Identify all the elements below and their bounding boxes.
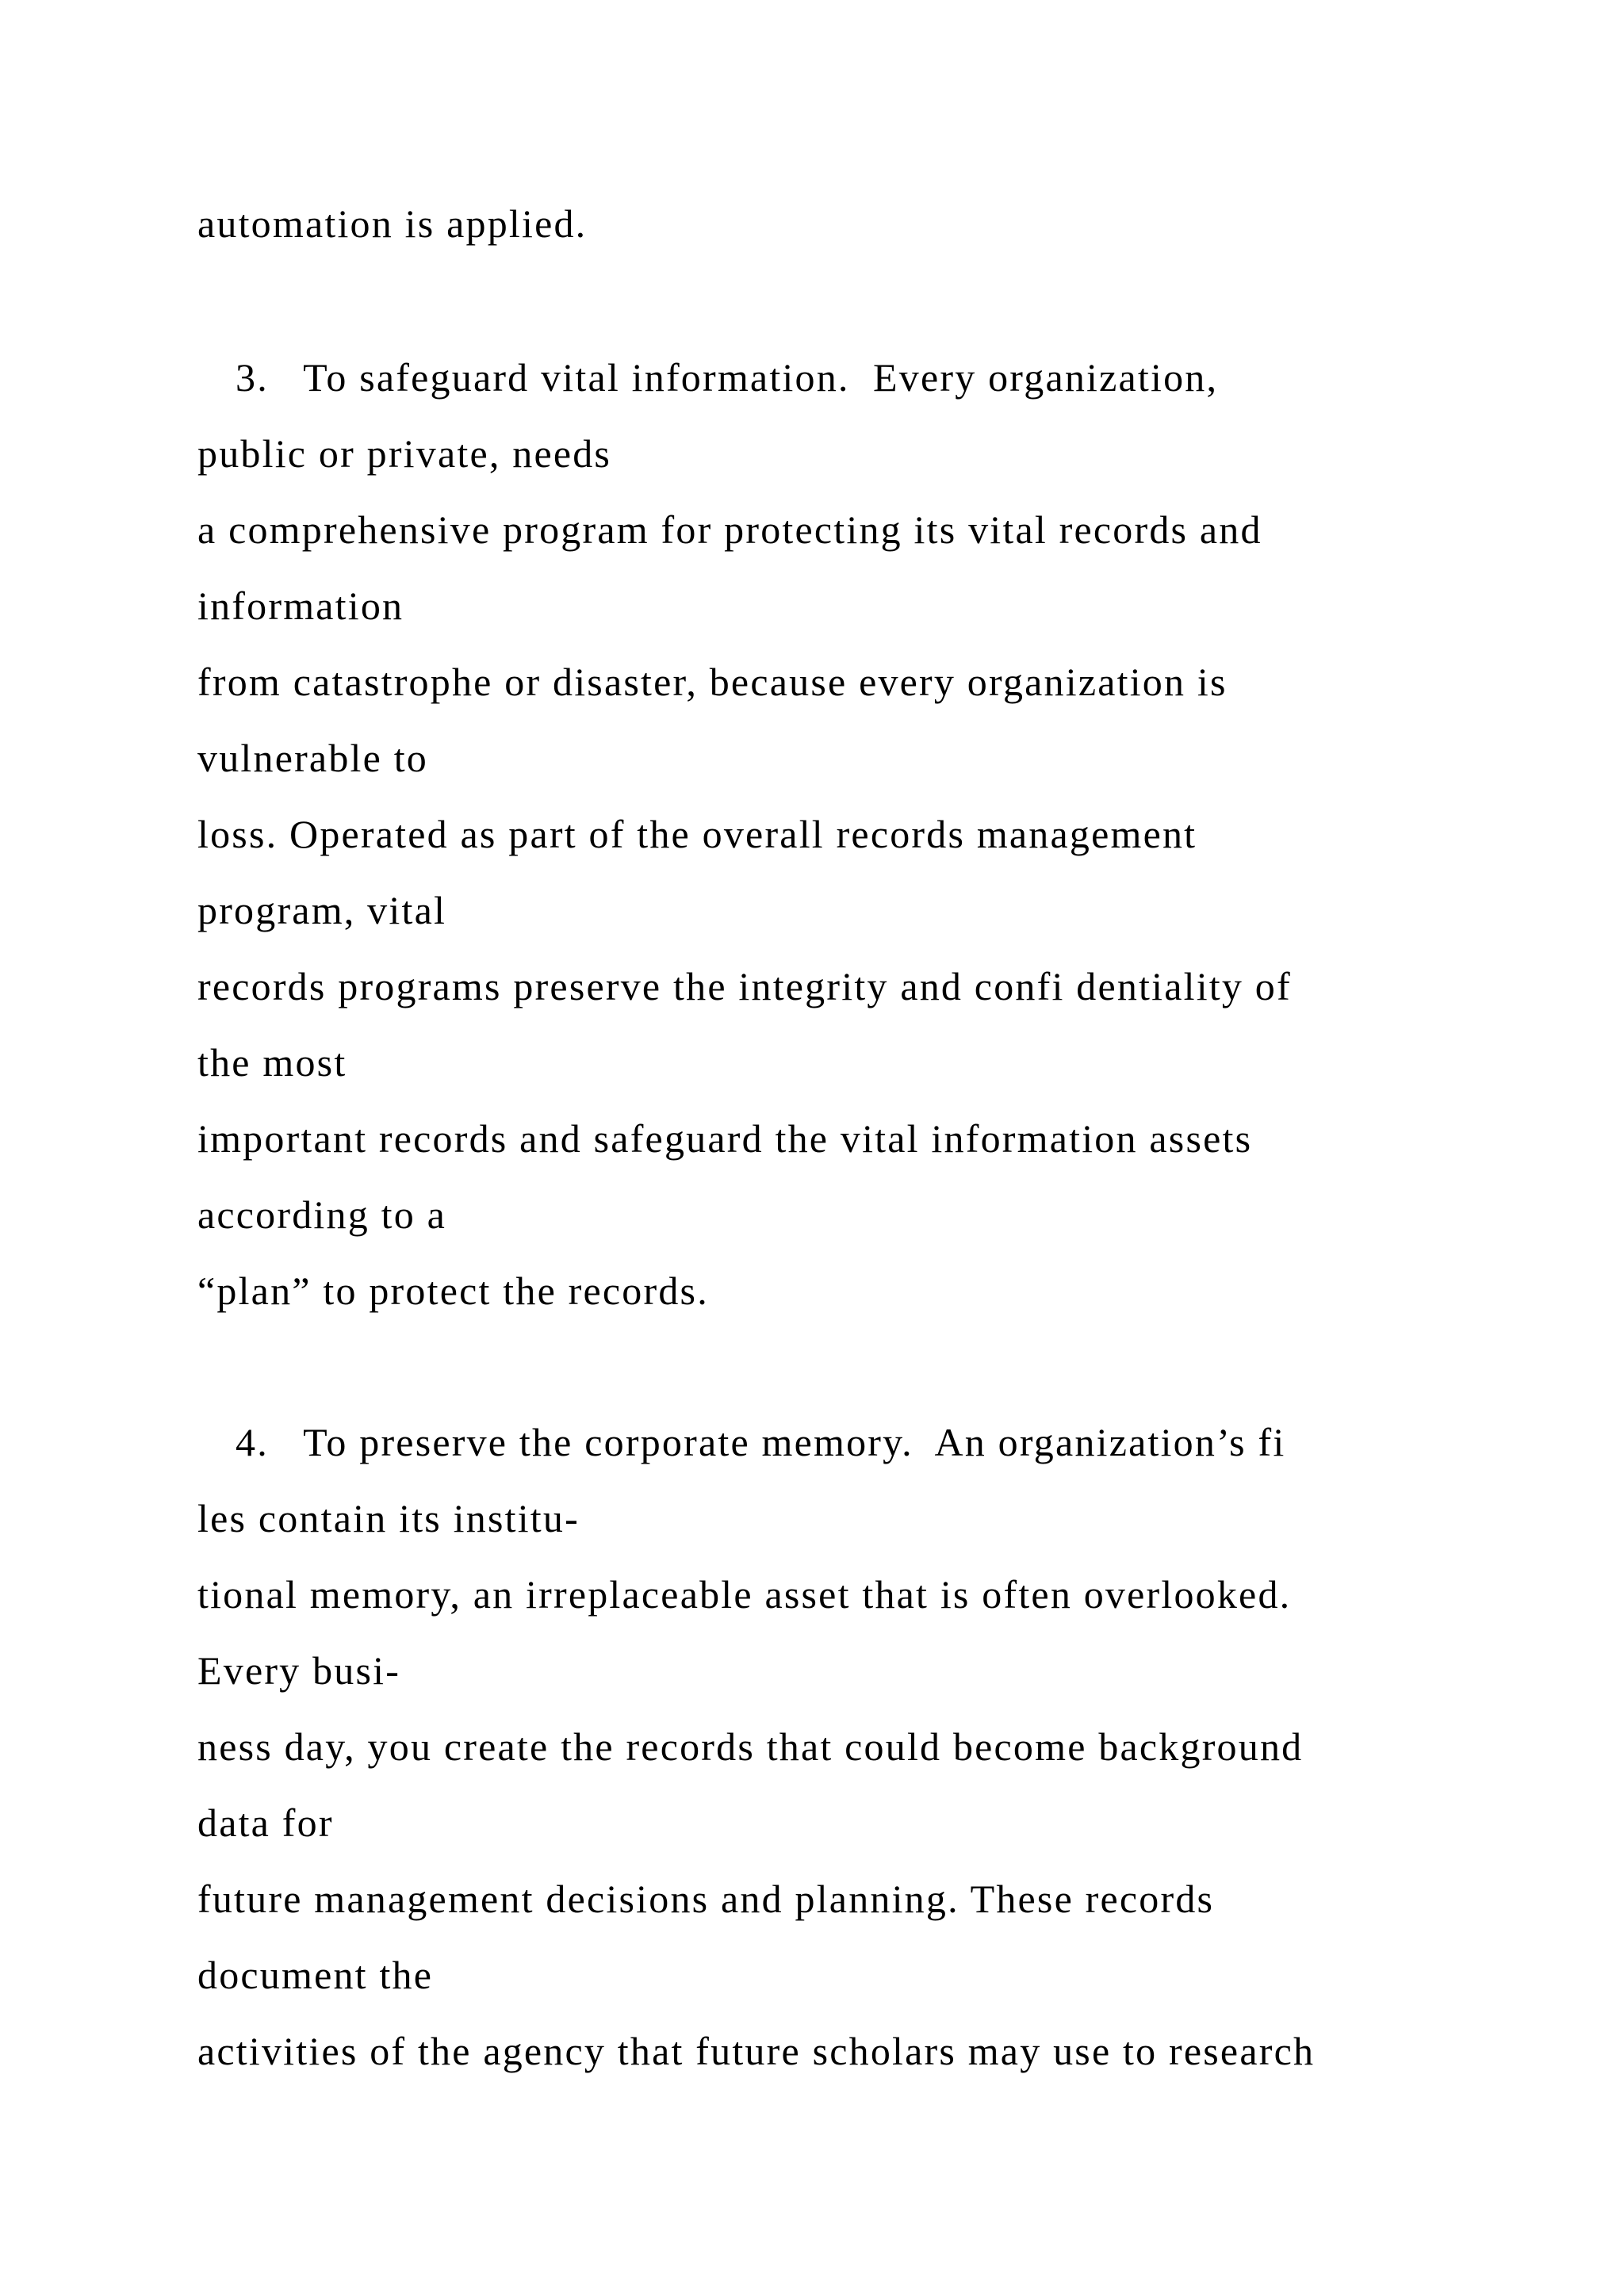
text-line: document the (197, 1953, 434, 1997)
text-line: loss. Operated as part of the overall records management (197, 812, 1197, 856)
text-line: automation is applied. (197, 201, 588, 246)
text-line: public or private, needs (197, 431, 612, 476)
text-line: data for (197, 1800, 334, 1845)
text-line: ness day, you create the records that could become background (197, 1724, 1304, 1769)
text-line: information (197, 584, 404, 628)
list-item-3-heading-line: 3. To safeguard vital information. Every organization, (236, 355, 1219, 400)
text-line: the most (197, 1040, 347, 1085)
list-item-4-heading-line: 4. To preserve the corporate memory. An organization’s fi (236, 1420, 1286, 1464)
text-line: records programs preserve the integrity and confi dentiality of (197, 964, 1292, 1008)
text-line: vulnerable to (197, 736, 429, 780)
text-line: les contain its institu- (197, 1496, 580, 1540)
text-line: according to a (197, 1192, 447, 1237)
text-line: “plan” to protect the records. (197, 1269, 709, 1313)
text-line: from catastrophe or disaster, because every organization is (197, 660, 1228, 704)
text-line: program, vital (197, 888, 447, 932)
text-line: a comprehensive program for protecting its vital records and (197, 507, 1262, 552)
text-line: tional memory, an irreplaceable asset that is often overlooked. (197, 1572, 1292, 1617)
text-line: activities of the agency that future scholars may use to research (197, 2029, 1316, 2073)
text-line: future management decisions and planning. These records (197, 1877, 1215, 1921)
text-line: important records and safeguard the vital information assets (197, 1116, 1253, 1161)
text-line: Every busi- (197, 1648, 401, 1693)
